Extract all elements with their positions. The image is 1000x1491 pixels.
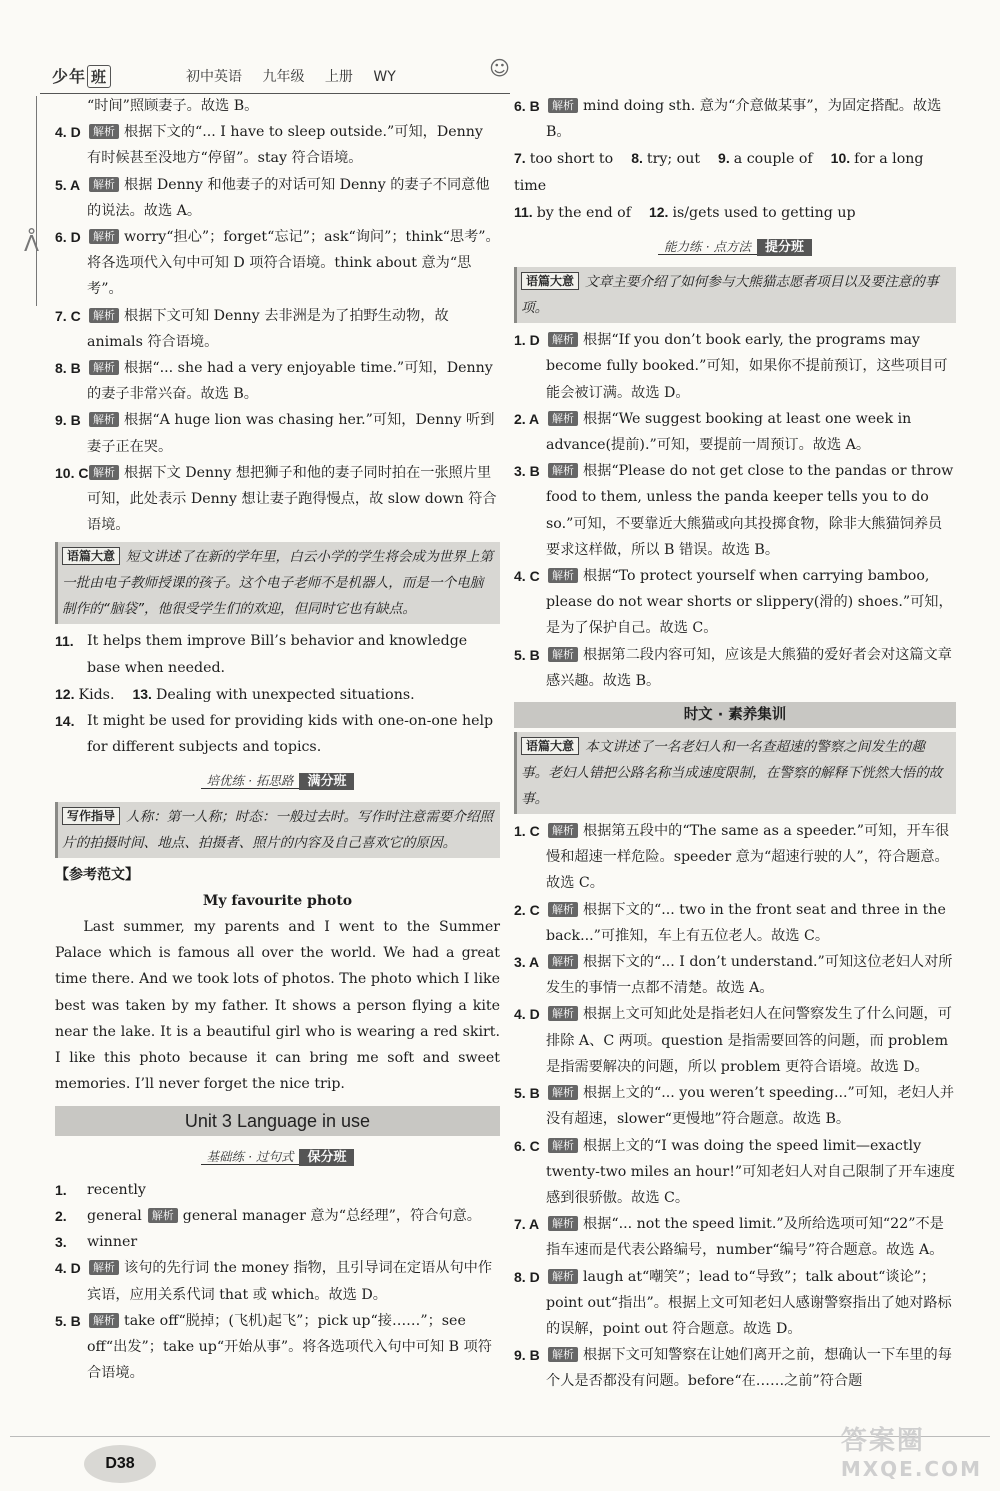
- summary-text: 本文讲述了一名老妇人和一名查超速的警察之间发生的趣事。老妇人错把公路名称当成速度限制，在警察的解释下恍然大悟的故事。: [521, 739, 943, 808]
- answer-number: 4. D: [55, 124, 81, 141]
- answer-item: [55, 1229, 500, 1255]
- answer-text: by the end of: [536, 204, 631, 221]
- answer-number: 7. A: [514, 1216, 540, 1233]
- analysis-tag: 解析: [548, 1006, 578, 1021]
- section-banner: [55, 768, 500, 795]
- essay-title: My favourite photo: [202, 892, 353, 909]
- answer-item: [514, 327, 956, 406]
- grade-label: 九年级: [262, 69, 305, 85]
- person-icon: ☺: [489, 56, 510, 80]
- analysis-tag: 解析: [89, 229, 119, 244]
- answer-text: laugh at“嘲笑”；lead to“导致”；talk about“谈论”；point out“指出”。根据上文可知老妇人感谢警察指出了她对路标的误解，point out 符合题意。故选 D。: [546, 1268, 952, 1337]
- analysis-tag: 解析: [89, 177, 119, 192]
- answer-item: [55, 708, 500, 760]
- answer-text: winner: [87, 1234, 138, 1251]
- analysis-tag: 解析: [548, 1269, 578, 1284]
- inline-answer: [514, 151, 613, 167]
- answer-number: 3.: [55, 1234, 67, 1251]
- answer-number: 8.: [631, 150, 643, 167]
- summary-tag: 语篇大意: [62, 547, 120, 565]
- analysis-tag: 解析: [548, 463, 578, 478]
- analysis-tag: 解析: [548, 902, 578, 917]
- banner-label: 满分班: [299, 773, 354, 790]
- banner-label: 保分班: [299, 1149, 354, 1166]
- answer-list: [514, 818, 956, 1394]
- answer-number: 6. C: [514, 1137, 540, 1154]
- answer-item: [514, 818, 956, 897]
- answer-list: [55, 708, 500, 760]
- answer-item: [55, 407, 500, 459]
- watermark-logo: [841, 1420, 982, 1481]
- answer-text: 根据“Please do not get close to the pandas or throw food to them, unless the panda keeper tells you to do so.”可知，不要靠近大熊猫或向其投掷食物，除非大熊猫饲养员要求这样做，所以 B 错误。故选 B。: [546, 463, 954, 558]
- answer-text: try; out: [646, 151, 701, 168]
- answer-text: take off“脱掉；(飞机)起飞”；pick up“接……”；see off“出发”；take up“开始从事”。将各选项代入句中可知 B 项符合语境。: [87, 1312, 492, 1382]
- answer-number: 2. C: [514, 901, 540, 918]
- answer-list: [55, 1177, 500, 1387]
- volume-label: 上册: [324, 69, 353, 85]
- answer-text: general manager 意为“总经理”，符合句意。: [182, 1207, 481, 1224]
- passage-summary: [514, 267, 956, 323]
- answer-item: [55, 119, 500, 171]
- answer-item: [514, 897, 956, 949]
- inline-answer: [718, 151, 813, 167]
- answer-text: 根据上文的“I was doing the speed limit—exactly twenty-two miles an hour!”可知老妇人对自己限制了开车速度感到很骄傲。故选 C。: [546, 1137, 955, 1206]
- answer-text: 根据下文可知 Denny 去非洲是为了拍野生动物，故 animals 符合语境。: [87, 307, 449, 350]
- inline-answer: [514, 205, 631, 221]
- answer-list: [55, 628, 500, 680]
- banner-subtitle: 基础练 · 过句式: [201, 1149, 300, 1165]
- section-banner: [514, 234, 956, 261]
- answer-word: general: [87, 1207, 142, 1224]
- answer-text: Kids.: [78, 686, 115, 703]
- analysis-tag: 解析: [548, 1347, 578, 1362]
- answer-number: 10.: [830, 150, 851, 167]
- margin-line: [36, 96, 37, 306]
- answer-item: [514, 1342, 956, 1394]
- answer-text: 根据“To protect yourself when carrying bamboo, please do not wear shorts or slippery(滑的) shoes.”可知，是为了保护自己。故选 C。: [546, 568, 953, 637]
- answer-number: 3. A: [514, 954, 540, 971]
- answer-number: 7.: [514, 150, 526, 167]
- answer-text: worry“担心”；forget“忘记”；ask“询问”；think“思考”。将各选项代入句中可知 D 项符合语境。think about 意为“思考”。: [87, 229, 500, 298]
- answer-number: 11.: [55, 633, 74, 650]
- summary-text: 短文讲述了在新的学年里，白云小学的学生将会成为世界上第一批由电子教师授课的孩子。这个电子老师不是机器人，而是一个电脑制作的“脑袋”，他很受学生们的欢迎，但同时它也有缺点。: [62, 549, 494, 618]
- book-info: [186, 66, 412, 86]
- answer-list: [55, 119, 500, 538]
- answer-text: 根据下文的“... I don’t understand.”可知这位老妇人对所发生的事情一点都不清楚。故选 A。: [546, 954, 953, 997]
- summary-tag: 语篇大意: [521, 737, 579, 755]
- answer-number: 8. D: [514, 1268, 540, 1285]
- answer-item: [55, 1177, 500, 1203]
- analysis-tag: 解析: [89, 124, 119, 139]
- answer-row-inline: [514, 145, 956, 198]
- unit-title: Unit 3 Language in use: [55, 1106, 500, 1136]
- answer-item: [514, 642, 956, 694]
- analysis-tag: 解析: [548, 332, 578, 347]
- logo-badge: 班: [87, 65, 111, 88]
- analysis-tag: 解析: [548, 823, 578, 838]
- answer-text: 根据 Denny 和他妻子的对话可知 Denny 的妻子不同意他的说法。故选 A。: [87, 176, 490, 219]
- brand-logo: [52, 64, 111, 88]
- answer-number: 6. D: [55, 229, 81, 246]
- answer-number: 1.: [55, 1181, 67, 1198]
- answer-text: 该句的先行词 the money 指物，且引导词在定语从句中作宾语，应用关系代词 that 或 which。故选 D。: [87, 1260, 493, 1303]
- answer-list: [514, 327, 956, 694]
- answer-text: It might be used for providing kids with one-on-one help for different subjects and topics.: [87, 713, 494, 756]
- passage-summary: [55, 542, 500, 624]
- answer-text: 根据上文的“... you weren’t speeding...”可知，老妇人并没有超速，slower“更慢地”符合题意。故选 B。: [546, 1085, 955, 1128]
- answer-item: [514, 1133, 956, 1212]
- answer-item: [55, 1255, 500, 1307]
- analysis-tag: 解析: [548, 98, 578, 113]
- page-header: [30, 56, 510, 96]
- answer-number: 9. B: [514, 1347, 540, 1364]
- continued-text: “时间”照顾妻子。故选 B。: [87, 98, 259, 114]
- answer-text: 根据下文可知警察在让她们离开之前，想确认一下车里的每个人是否都没有问题。before“在……之前”符合题: [546, 1347, 952, 1390]
- answer-text: 根据“We suggest booking at least one week in advance(提前).”可知，要提前一周预订。故选 A。: [546, 410, 912, 454]
- subject-label: 初中英语: [186, 69, 242, 85]
- analysis-tag: 解析: [548, 411, 578, 426]
- answer-list: [514, 93, 956, 145]
- answer-text: too short to: [529, 151, 614, 168]
- inline-answer: [631, 151, 700, 167]
- section-banner: 时文 · 素养集训: [514, 702, 956, 728]
- answer-text: 根据下文的“... two in the front seat and three in the back...”可推知，车上有五位老人。故选 C。: [546, 901, 946, 944]
- answer-number: 14.: [55, 713, 75, 730]
- left-column: [55, 93, 500, 1386]
- summary-tag: 语篇大意: [521, 272, 579, 290]
- answer-text: 根据“A huge lion was chasing her.”可知，Denny 听到妻子正在哭。: [87, 412, 495, 455]
- answer-number: 9. B: [55, 412, 81, 429]
- answer-text: Dealing with unexpected situations.: [155, 686, 415, 703]
- analysis-tag: 解析: [148, 1208, 178, 1223]
- answer-item: [514, 563, 956, 642]
- answer-number: 5. B: [55, 1312, 81, 1329]
- inline-answer: [649, 205, 856, 221]
- analysis-tag: 解析: [548, 647, 578, 662]
- answer-text: It helps them improve Bill’s behavior and knowledge base when needed.: [87, 633, 468, 676]
- logo-text: 少年: [52, 67, 87, 86]
- answer-text: 根据下文 Denny 想把狮子和他的妻子同时拍在一张照片里可知，此处表示 Denny 想让妻子跑得慢点，故 slow down 符合语境。: [87, 464, 497, 534]
- stick-figure-icon: ᐰ: [24, 232, 40, 257]
- answer-text: for a long time: [514, 151, 924, 194]
- answer-item: [514, 406, 956, 458]
- answer-item: [55, 628, 500, 680]
- answer-number: 6. B: [514, 98, 540, 114]
- answer-text: 根据上文可知此处是指老妇人在问警察发生了什么问题，可排除 A、C 两项。question 是指需要回答的问题，而 problem 是指需要解决的问题，所以 problem 更符合语境。故选 D。: [546, 1006, 952, 1075]
- answer-number: 2.: [55, 1207, 67, 1224]
- analysis-tag: 解析: [548, 568, 578, 583]
- answer-number: 9.: [718, 150, 730, 167]
- analysis-tag: 解析: [89, 308, 119, 323]
- answer-number: 11.: [514, 203, 533, 220]
- answer-text: recently: [87, 1181, 146, 1198]
- analysis-tag: 解析: [548, 1138, 578, 1153]
- answer-item: [514, 1001, 956, 1080]
- section-banner: [55, 1144, 500, 1171]
- page-number: D38: [84, 1445, 156, 1483]
- answer-number: 4. D: [55, 1260, 81, 1277]
- summary-text: 文章主要介绍了如何参与大熊猫志愿者项目以及要注意的事项。: [521, 274, 939, 317]
- analysis-tag: 解析: [89, 465, 119, 480]
- answer-number: 10. C: [55, 464, 89, 481]
- inline-answer: [132, 687, 414, 703]
- right-column: [514, 93, 956, 1395]
- analysis-tag: 解析: [89, 1260, 119, 1275]
- answer-item: [514, 949, 956, 1001]
- answer-item: [55, 1308, 500, 1387]
- answer-number: 5. A: [55, 176, 81, 193]
- inline-answer: [55, 687, 114, 703]
- summary-text: 人称：第一人称；时态：一般过去时。写作时注意需要介绍照片的拍摄时间、地点、拍摄者、照片的内容及自己喜欢它的原因。: [62, 808, 494, 851]
- analysis-tag: 解析: [89, 412, 119, 427]
- answer-row-inline: [55, 681, 500, 708]
- answer-text: mind doing sth. 意为“介意做某事”，为固定搭配。故选 B。: [546, 98, 942, 141]
- answer-item: [55, 224, 500, 303]
- answer-item: [55, 172, 500, 224]
- answer-number: 3. B: [514, 463, 540, 480]
- answer-item: [514, 1264, 956, 1343]
- answer-text: 根据“If you don’t book early, the programs may become fully booked.”可知，如果你不提前预订，这些项目可能会被订满。故选 D。: [546, 332, 948, 401]
- banner-subtitle: 能力练 · 点方法: [658, 239, 757, 255]
- analysis-tag: 解析: [548, 954, 578, 969]
- banner-label: 提分班: [757, 239, 812, 256]
- answer-item: [514, 458, 956, 563]
- answer-text: 根据“... not the speed limit.”及所给选项可知“22”不是指车速而是代表公路编号，number“编号”符合题意。故选 A。: [546, 1216, 944, 1259]
- analysis-tag: 解析: [548, 1216, 578, 1231]
- writing-guide: [55, 802, 500, 858]
- answer-number: 5. B: [514, 646, 540, 663]
- summary-tag: 写作指导: [62, 807, 120, 825]
- answer-item: [514, 1080, 956, 1132]
- answer-number: 12.: [55, 685, 75, 702]
- answer-item: [55, 303, 500, 355]
- answer-item: [514, 1211, 956, 1263]
- answer-number: 13.: [132, 685, 152, 702]
- answer-number: 7. C: [55, 307, 81, 324]
- watermark-bottom: MXQE.COM: [840, 1457, 982, 1481]
- passage-summary: [514, 732, 956, 814]
- answer-number: 1. D: [514, 332, 540, 349]
- answer-row-inline: [514, 199, 956, 226]
- reference-heading: 【参考范文】: [55, 866, 139, 883]
- edition-label: WY: [373, 69, 396, 85]
- answer-text: 根据下文的“... I have to sleep outside.”可知，Denny 有时候甚至没地方“停留”。stay 符合语境。: [87, 124, 483, 167]
- analysis-tag: 解析: [89, 360, 119, 375]
- answer-number: 4. D: [514, 1006, 540, 1023]
- answer-text: is/gets used to getting up: [672, 204, 856, 221]
- answer-item: [55, 1203, 500, 1229]
- watermark-top: 答案圈: [840, 1426, 925, 1456]
- answer-text: 根据第五段中的“The same as a speeder.”可知，开车很慢和超速一样危险。speeder 意为“超速行驶的人”，符合题意。故选 C。: [546, 823, 950, 892]
- answer-number: 2. A: [514, 410, 540, 427]
- answer-text: 根据第二段内容可知，应该是大熊猫的爱好者会对这篇文章感兴趣。故选 B。: [546, 646, 952, 689]
- answer-number: 4. C: [514, 568, 540, 585]
- essay-body: Last summer, my parents and I went to the Summer Palace which is famous all over the world. We had a great time there. And we took lots of photos. The photo which I like best was taken by my father. It shows a person flying a kite near the lake. It is a beautiful girl who is wearing a red skirt. I like this photo because it can bring me soft and sweet memories. I’ll never forget the nice trip.: [55, 919, 500, 1093]
- answer-number: 5. B: [514, 1085, 540, 1102]
- analysis-tag: 解析: [89, 1313, 119, 1328]
- answer-number: 8. B: [55, 360, 81, 377]
- answer-text: a couple of: [733, 151, 813, 168]
- answer-text: 根据“... she had a very enjoyable time.”可知，Denny 的妻子非常兴奋。故选 B。: [87, 360, 493, 403]
- answer-item: [55, 460, 500, 539]
- answer-item: [514, 93, 956, 145]
- banner-subtitle: 培优练 · 拓思路: [201, 773, 300, 789]
- analysis-tag: 解析: [548, 1085, 578, 1100]
- answer-item: [55, 355, 500, 407]
- answer-number: 1. C: [514, 823, 540, 840]
- answer-number: 12.: [648, 203, 669, 220]
